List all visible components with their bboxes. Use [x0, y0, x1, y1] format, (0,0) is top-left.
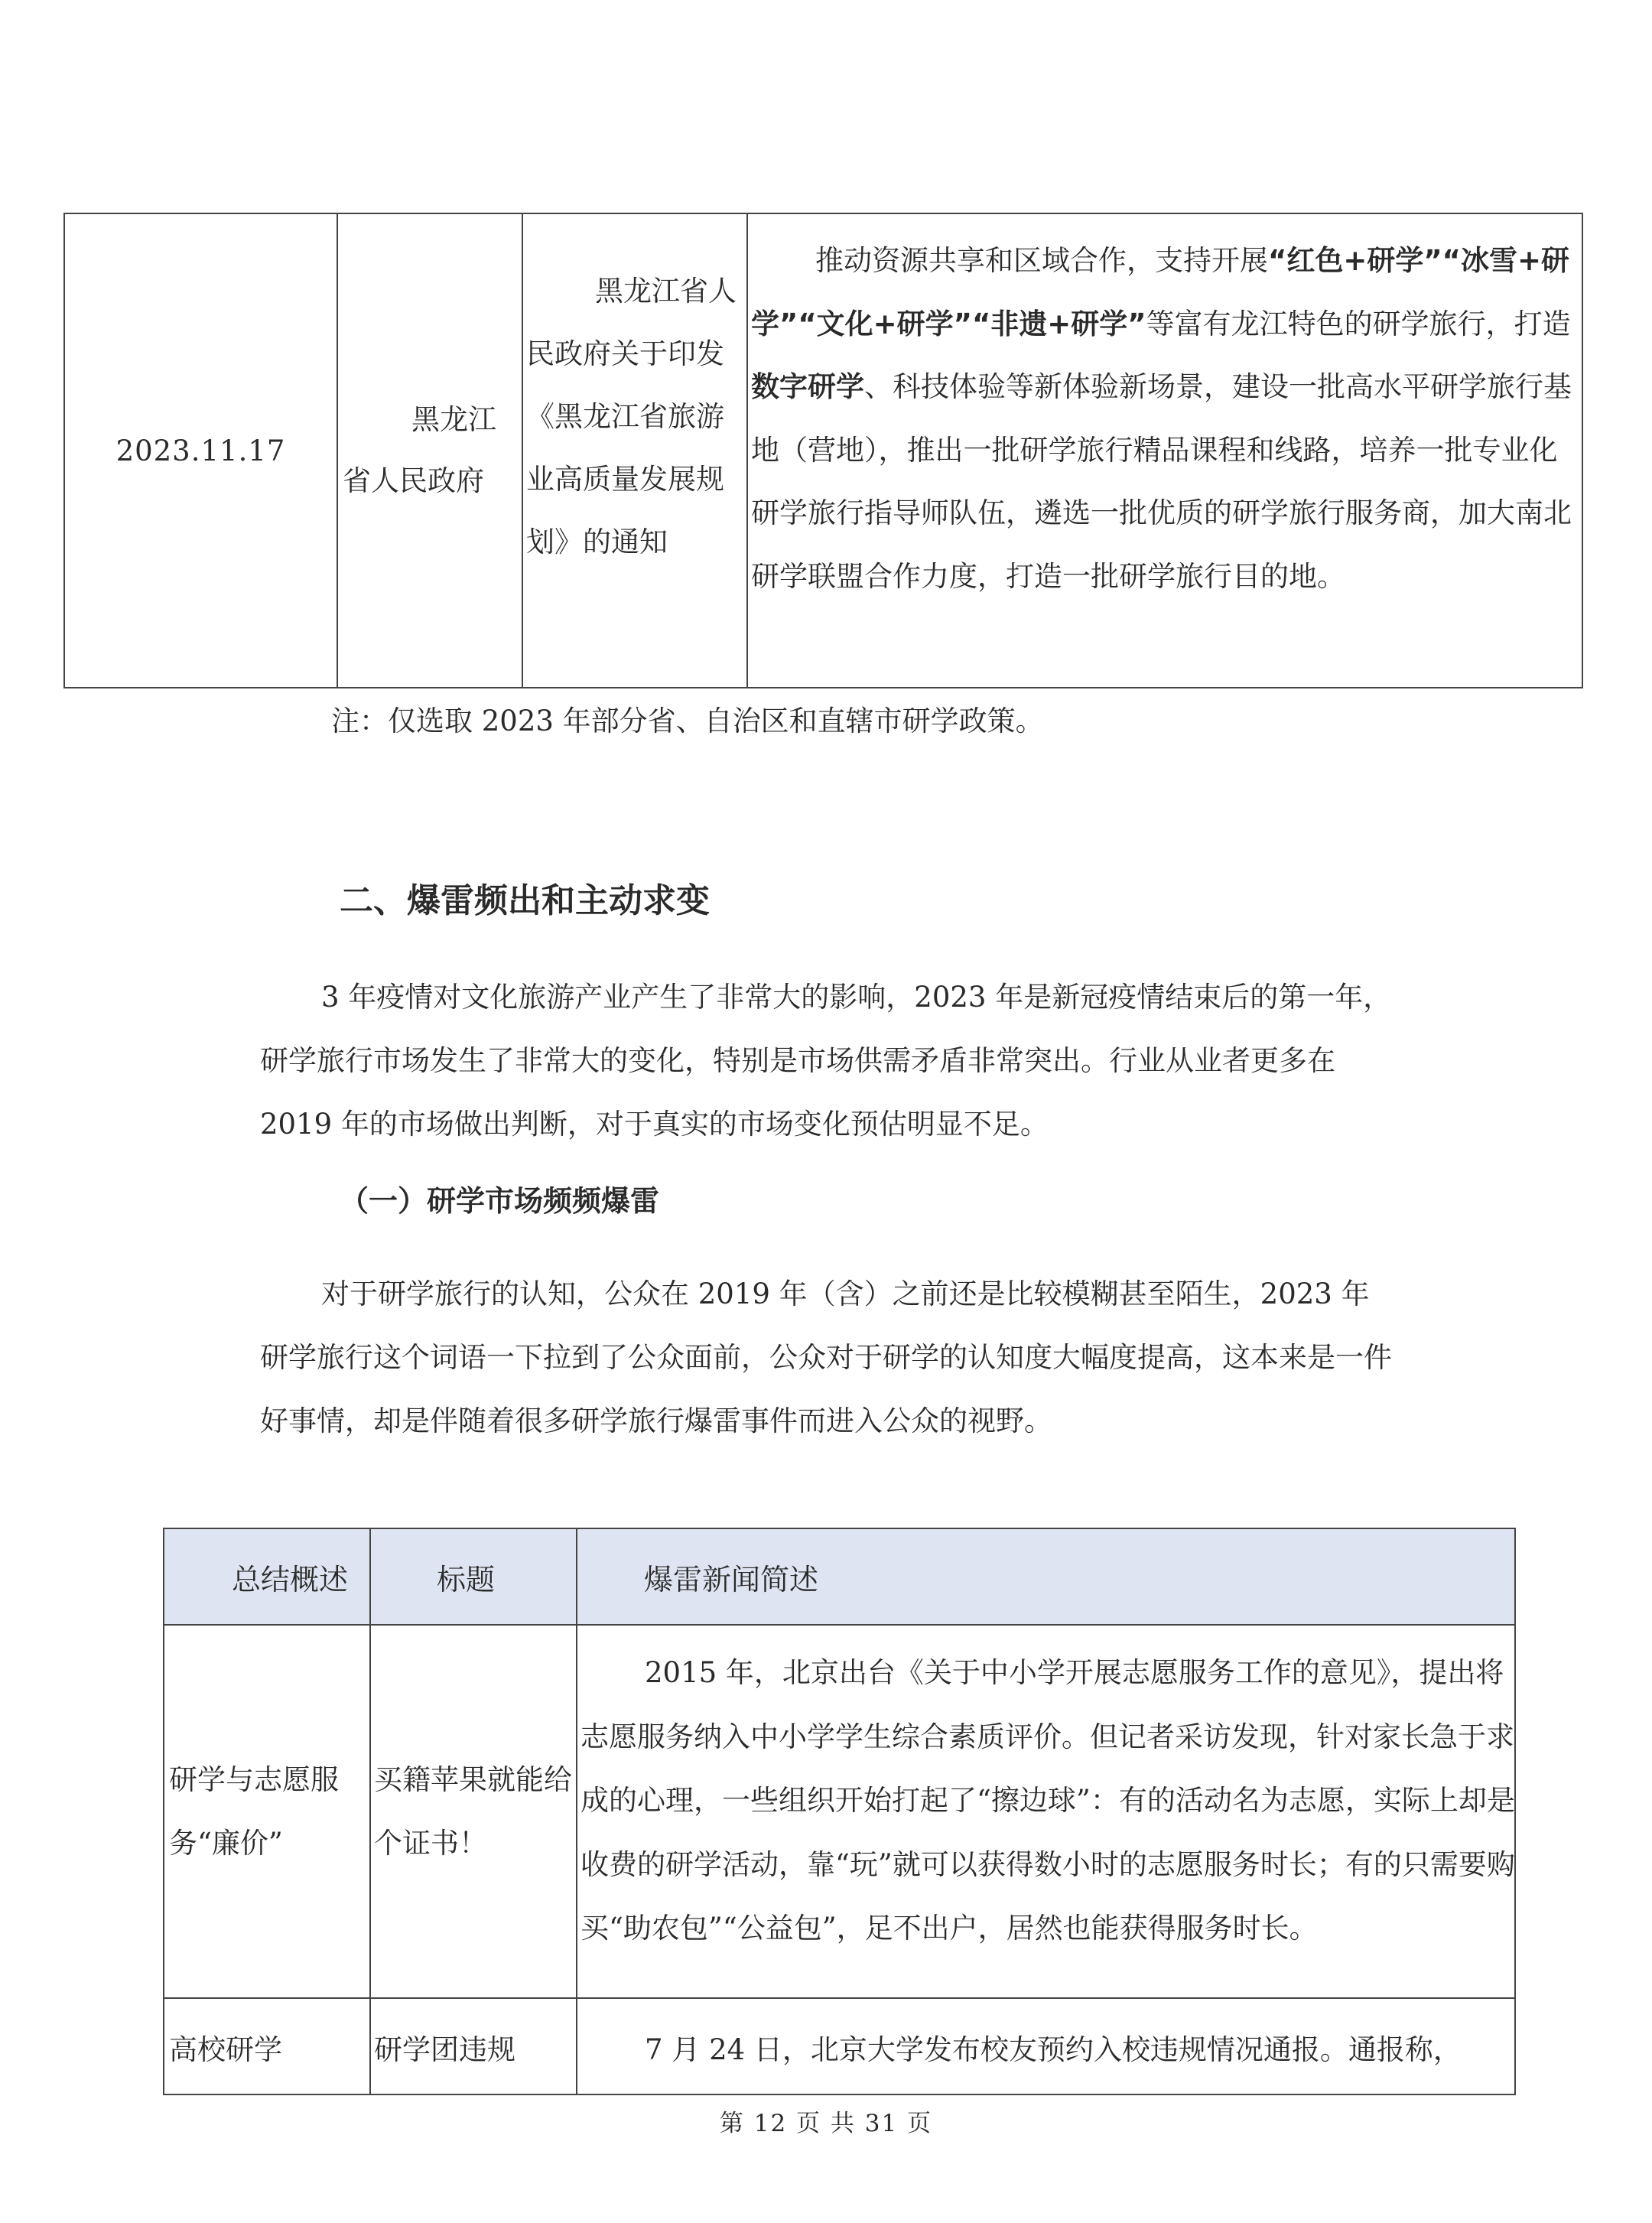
page-footer: 第 12 页 共 31 页: [719, 2110, 933, 2137]
section-heading: 二、爆雷频出和主动求变: [340, 881, 710, 920]
body-paragraph-1: 3 年疫情对文化旅游产业产生了非常大的影响，2023 年是新冠疫情结束后的第一年，研学旅行市场发生了非常大的变化，特别是市场供需矛盾非常突出。行业从业者更多在 2019 年的市场做出判断，对于真实的市场变化预估明显不足。: [260, 981, 1392, 1141]
news-table-header-row: [164, 1529, 1514, 1624]
news-table: [163, 1528, 1516, 2095]
header-description: 爆雷新闻简述: [644, 1562, 819, 1596]
row-1-title-text: 买籍苹果就能给个证书！: [374, 1763, 572, 1860]
policy-content-highlight: 数字研学: [751, 370, 864, 403]
policy-content-cell: [748, 229, 1583, 608]
row-2-description: 7 月 24 日，北京大学发布校友预约入校违规情况通报。通报称，: [645, 2033, 1462, 2066]
row-2-summary: 高校研学: [169, 2033, 282, 2066]
row-2-title: 研学团违规: [374, 2033, 515, 2066]
subsection-heading: （一）研学市场频频爆雷: [340, 1184, 660, 1218]
policy-table: [63, 213, 1583, 688]
header-title: 标题: [437, 1562, 496, 1596]
policy-document-cell: [523, 260, 746, 574]
policy-content-text: [748, 229, 1583, 608]
policy-issuer-cell: [338, 214, 522, 687]
header-summary: 总结概述: [232, 1562, 349, 1596]
body-paragraph-2: 对于研学旅行的认知，公众在 2019 年（含）之前还是比较模糊甚至陌生，2023 年研学旅行这个词语一下拉到了公众面前，公众对于研学的认知度大幅度提高，这本来是一件好事情，却是伴随着很多研学旅行爆雷事件而进入公众的视野。: [260, 1277, 1392, 1437]
policy-issuer-text: 黑龙江省人民政府: [343, 403, 496, 497]
table-note: 注：仅选取 2023 年部分省、自治区和直辖市研学政策。: [331, 705, 1044, 737]
policy-document-text: 黑龙江省人民政府关于印发《黑龙江省旅游业高质量发展规划》的通知: [526, 275, 737, 558]
policy-date-cell: 2023.11.17: [115, 434, 286, 467]
row-1-summary-text: 研学与志愿服务“廉价”: [169, 1763, 339, 1860]
policy-content-segment: 推动资源共享和区域合作，支持开展: [815, 244, 1268, 277]
row-1-title: [371, 1626, 579, 1997]
policy-content-segment: 、科技体验等新体验新场景，建设一批高水平研学旅行基地（营地），推出一批研学旅行精品课程和线路，培养一批专业化研学旅行指导师队伍，遴选一批优质的研学旅行服务商，加大南北研学联盟合作力度，打造一批研学旅行目的地。: [751, 370, 1572, 593]
row-1-summary: [166, 1626, 372, 1997]
row-1-description: 2015 年，北京出台《关于中小学开展志愿服务工作的意见》，提出将志愿服务纳入中小学学生综合素质评价。但记者采访发现，针对家长急于求成的心理，一些组织开始打起了“擦边球”：有的活动名为志愿，实际上却是收费的研学活动，靠“玩”就可以获得数小时的志愿服务时长；有的只需要购买“助农包”“公益包”，足不出户，居然也能获得服务时长。: [580, 1656, 1515, 1945]
policy-content-highlight: “红色+研学”“冰雪+研学”“文化+研学”“非遗+研学”: [751, 244, 1569, 340]
policy-content-segment: 等富有龙江特色的研学旅行，打造: [1146, 307, 1571, 340]
